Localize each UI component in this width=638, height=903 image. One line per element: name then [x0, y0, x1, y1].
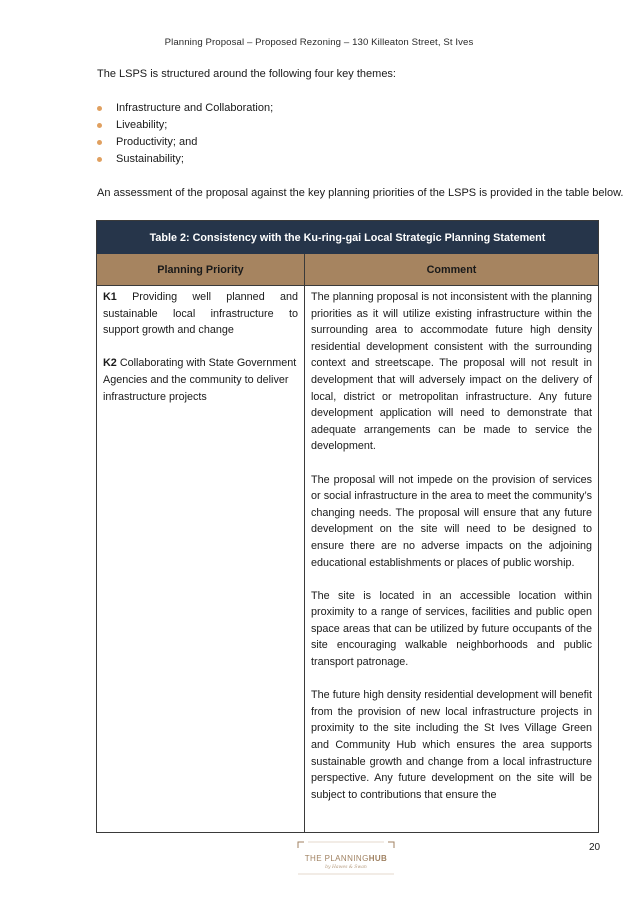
themes-list [97, 100, 273, 168]
table-title: Table 2: Consistency with the Ku-ring-gai Local Strategic Planning Statement [97, 221, 598, 254]
comment-paragraph: The site is located in an accessible location within proximity to a range of services, facilities and public open space areas that can be utilized by future occupants of the site encouraging walkable neighborhoods and public transport patronage. [311, 589, 592, 669]
priority-text: Providing well planned and sustainable local infrastructure to support growth and change [103, 291, 298, 337]
planning-hub-logo [296, 840, 396, 876]
column-header-priority: Planning Priority [97, 254, 305, 285]
bullet-icon [97, 106, 102, 111]
bullet-icon [97, 140, 102, 145]
priority-cell [97, 286, 305, 832]
column-header-comment: Comment [426, 263, 477, 276]
priority-text: Collaborating with State Government Agencies and the community to deliver infrastructure projects [103, 357, 297, 403]
page-number: 20 [589, 842, 601, 853]
priority-k1 [103, 289, 298, 339]
list-item: Sustainability; [97, 151, 273, 168]
comment-cell [305, 286, 598, 832]
list-item: Productivity; and [97, 134, 273, 151]
list-item: Infrastructure and Collaboration; [97, 100, 273, 117]
page-header: Planning Proposal – Proposed Rezoning – 130 Killeaton Street, St Ives [164, 37, 474, 48]
table-header-row [97, 254, 598, 285]
logo-wordmark: THE PLANNINGHUB [304, 854, 388, 863]
logo-tagline: by Hawes & Swan [325, 865, 367, 870]
list-item: Liveability; [97, 117, 273, 134]
consistency-table [96, 220, 599, 833]
assessment-sentence: An assessment of the proposal against the key planning priorities of the LSPS is provided in the table below. [97, 187, 624, 199]
bullet-icon [97, 123, 102, 128]
priority-code: K2 [103, 357, 117, 370]
priority-code: K1 [103, 291, 117, 303]
comment-paragraph: The planning proposal is not inconsistent with the planning priorities as it will utilize existing infrastructure within the surrounding area to accommodate future high density residential development consistent with the surrounding context and streetscape. The proposal will not result in development that will adversely impact on the delivery of local, district or metropolitan infrastructure. Any future development application will need to demonstrate that adequate arrangements can be made to service the development. [311, 291, 592, 453]
comment-paragraph: The future high density residential development will benefit from the provision of new local infrastructure projects in proximity to the site including the St Ives Village Green and Community Hub which ensures the area supports sustainable growth and change from a local infrastructure perspective. Any future development on the site will be subject to contributions that ensure the [311, 689, 592, 801]
comment-paragraph: The proposal will not impede on the provision of services or social infrastructure in the area to meet the community’s changing needs. The proposal will ensure that any future development on the site will need to be designed to ensure there are no adverse impacts on the adjoining educational establishments or places of public worship. [311, 473, 592, 569]
priority-k2 [103, 355, 298, 405]
intro-text: The LSPS is structured around the following four key themes: [97, 68, 396, 80]
bullet-icon [97, 157, 102, 162]
table-row [97, 285, 598, 832]
